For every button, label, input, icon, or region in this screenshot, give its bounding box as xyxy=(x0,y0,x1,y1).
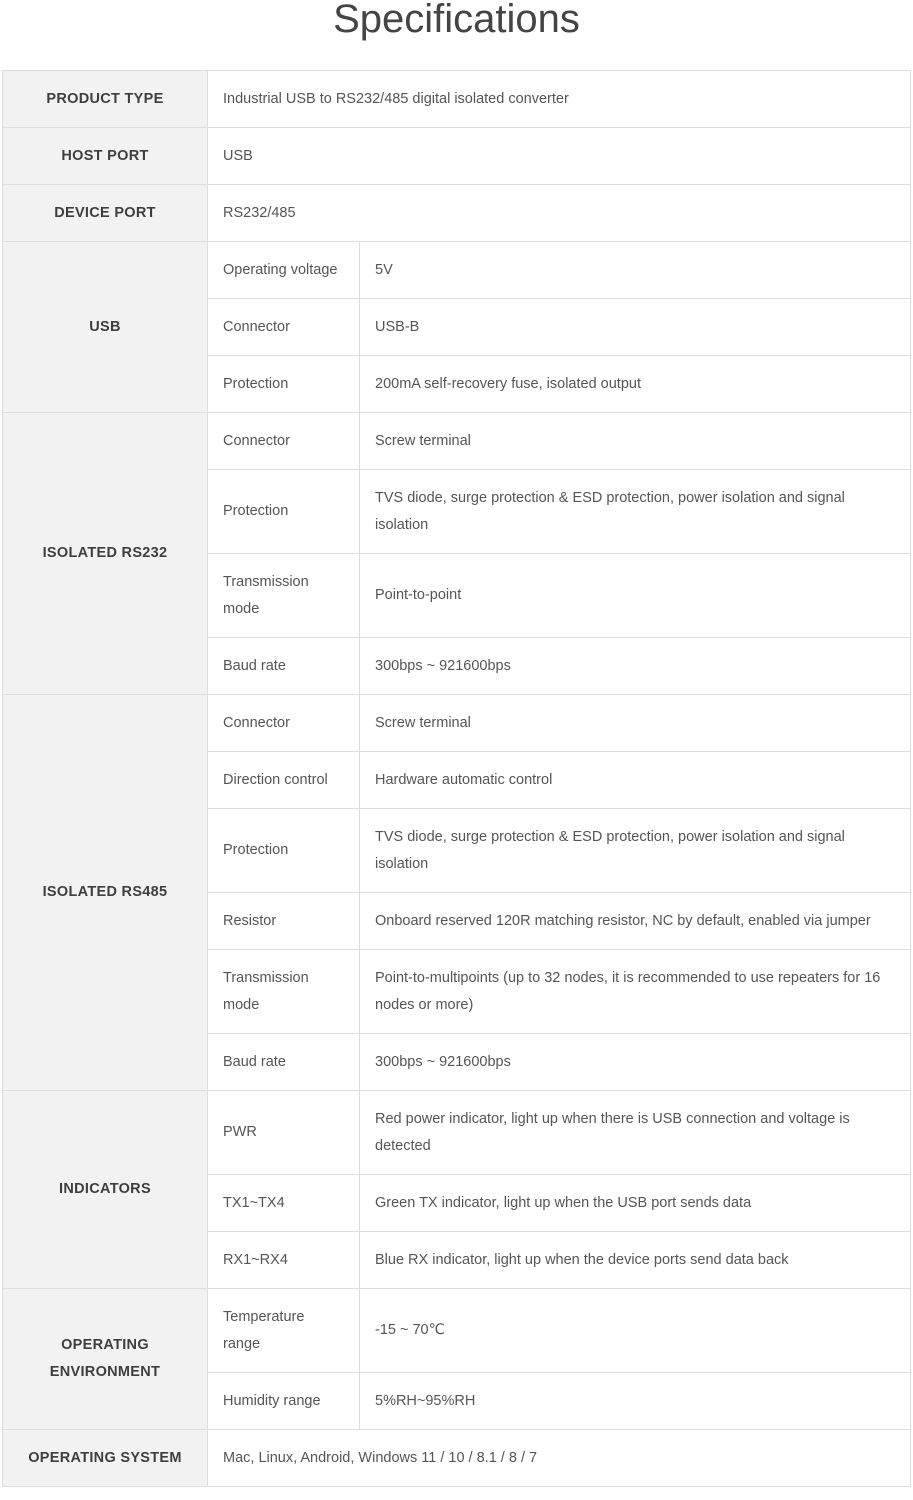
sub-label: Transmission mode xyxy=(208,554,360,638)
sub-value: Onboard reserved 120R matching resistor, NC by default, enabled via jumper xyxy=(360,893,911,950)
table-row xyxy=(3,128,911,185)
sub-value: 300bps ~ 921600bps xyxy=(360,1034,911,1091)
sub-label: Protection xyxy=(208,470,360,554)
row-header: OPERATING SYSTEM xyxy=(3,1430,208,1487)
sub-value: Blue RX indicator, light up when the device ports send data back xyxy=(360,1232,911,1289)
sub-value: Point-to-multipoints (up to 32 nodes, it is recommended to use repeaters for 16 nodes or more) xyxy=(360,950,911,1034)
table-row xyxy=(3,71,911,128)
sub-value: TVS diode, surge protection & ESD protection, power isolation and signal isolation xyxy=(360,470,911,554)
row-value: RS232/485 xyxy=(208,185,911,242)
sub-label: PWR xyxy=(208,1091,360,1175)
row-header: DEVICE PORT xyxy=(3,185,208,242)
row-header: OPERATING ENVIRONMENT xyxy=(3,1289,208,1430)
sub-label: Humidity range xyxy=(208,1373,360,1430)
row-header: ISOLATED RS485 xyxy=(3,695,208,1091)
row-header: ISOLATED RS232 xyxy=(3,413,208,695)
specifications-table xyxy=(2,70,911,1487)
sub-label: Connector xyxy=(208,299,360,356)
table-row xyxy=(3,413,911,470)
row-value: Mac, Linux, Android, Windows 11 / 10 / 8.1 / 8 / 7 xyxy=(208,1430,911,1487)
sub-value: 5V xyxy=(360,242,911,299)
table-row xyxy=(3,185,911,242)
sub-label: Temperature range xyxy=(208,1289,360,1373)
sub-label: Operating voltage xyxy=(208,242,360,299)
sub-value: Hardware automatic control xyxy=(360,752,911,809)
sub-label: Protection xyxy=(208,809,360,893)
row-header: PRODUCT TYPE xyxy=(3,71,208,128)
sub-value: Screw terminal xyxy=(360,413,911,470)
sub-value: 300bps ~ 921600bps xyxy=(360,638,911,695)
sub-value: Red power indicator, light up when there is USB connection and voltage is detected xyxy=(360,1091,911,1175)
sub-label: Protection xyxy=(208,356,360,413)
row-value: Industrial USB to RS232/485 digital isolated converter xyxy=(208,71,911,128)
row-header: INDICATORS xyxy=(3,1091,208,1289)
sub-label: Connector xyxy=(208,695,360,752)
table-row xyxy=(3,1430,911,1487)
sub-value: 200mA self-recovery fuse, isolated output xyxy=(360,356,911,413)
sub-value: Screw terminal xyxy=(360,695,911,752)
table-row xyxy=(3,695,911,752)
sub-label: TX1~TX4 xyxy=(208,1175,360,1232)
sub-label: Direction control xyxy=(208,752,360,809)
sub-value: 5%RH~95%RH xyxy=(360,1373,911,1430)
sub-label: Baud rate xyxy=(208,638,360,695)
sub-label: Resistor xyxy=(208,893,360,950)
sub-value: -15 ~ 70℃ xyxy=(360,1289,911,1373)
sub-value: TVS diode, surge protection & ESD protection, power isolation and signal isolation xyxy=(360,809,911,893)
table-row xyxy=(3,1289,911,1373)
sub-value: USB-B xyxy=(360,299,911,356)
row-value: USB xyxy=(208,128,911,185)
sub-value: Green TX indicator, light up when the USB port sends data xyxy=(360,1175,911,1232)
row-header: HOST PORT xyxy=(3,128,208,185)
table-row xyxy=(3,1091,911,1175)
sub-label: Baud rate xyxy=(208,1034,360,1091)
sub-label: RX1~RX4 xyxy=(208,1232,360,1289)
sub-label: Transmission mode xyxy=(208,950,360,1034)
row-header: USB xyxy=(3,242,208,413)
table-row xyxy=(3,242,911,299)
sub-value: Point-to-point xyxy=(360,554,911,638)
page-title: Specifications xyxy=(333,0,580,41)
sub-label: Connector xyxy=(208,413,360,470)
